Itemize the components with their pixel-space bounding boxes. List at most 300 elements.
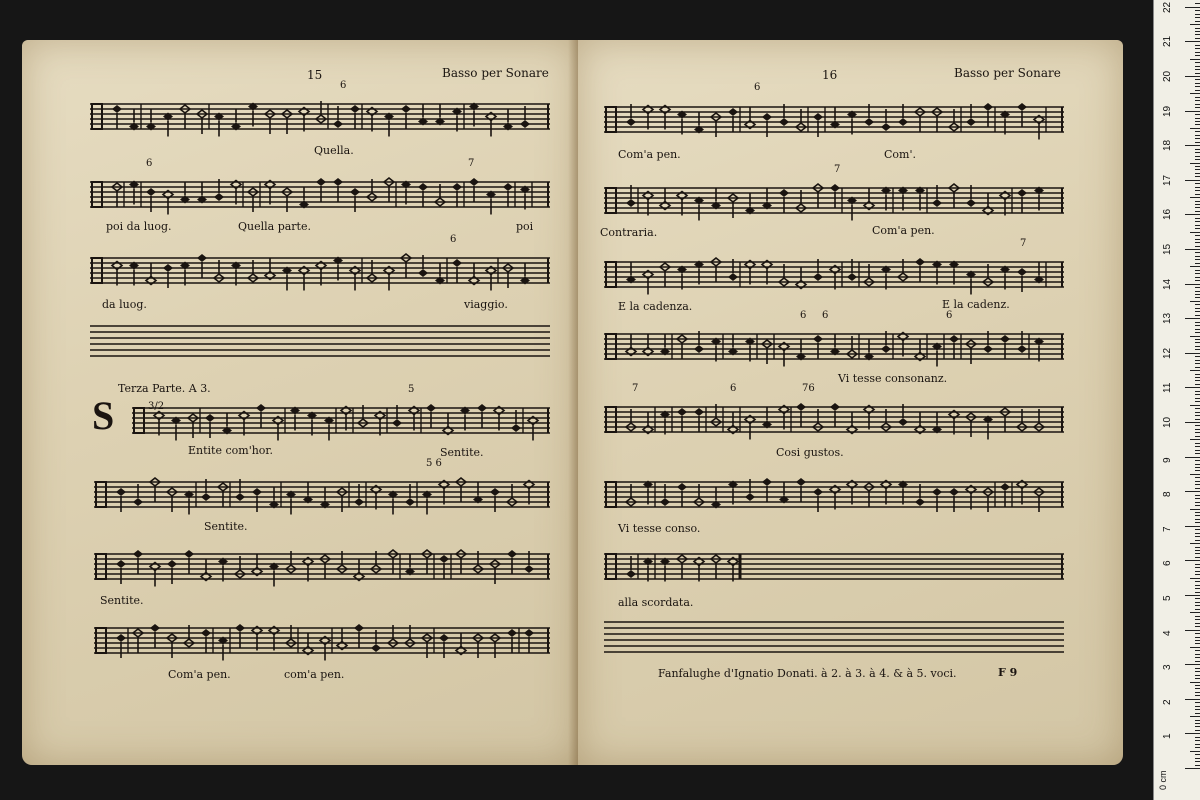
ruler-tick (1195, 225, 1200, 226)
ruler-tick (1195, 744, 1200, 745)
ruler-tick (1190, 647, 1200, 648)
note (184, 550, 194, 574)
staff-system-6 (604, 470, 1064, 518)
ruler-tick (1195, 380, 1200, 381)
note (524, 629, 534, 653)
ruler-tick (1195, 10, 1200, 11)
lyric: Sentite. (100, 594, 144, 607)
ruler-tick (1195, 398, 1200, 399)
ruler-tick (1195, 135, 1200, 136)
ruler-tick (1185, 422, 1200, 423)
measurement-ruler (1153, 0, 1200, 800)
ruler-number: 12 (1162, 347, 1173, 359)
ruler-tick (1195, 408, 1200, 409)
ruler-tick (1190, 474, 1200, 475)
ruler-number: 10 (1162, 416, 1173, 428)
ruler-tick (1195, 332, 1200, 333)
ruler-tick (1195, 436, 1200, 437)
note (146, 188, 156, 212)
note (915, 258, 925, 282)
note (116, 634, 126, 658)
staff-system-7 (604, 542, 1064, 590)
note (1017, 103, 1027, 127)
ruler-tick (1195, 356, 1200, 357)
ruler-tick (1185, 630, 1200, 631)
ruler-tick (1195, 201, 1200, 202)
note (490, 488, 500, 512)
ruler-tick (1195, 488, 1200, 489)
ruler-tick (1195, 346, 1200, 347)
ruler-tick (1195, 747, 1200, 748)
note (469, 178, 479, 202)
ruler-tick (1195, 761, 1200, 762)
ruler-tick (1185, 145, 1200, 146)
ruler-tick (1195, 657, 1200, 658)
ruler-tick (1195, 623, 1200, 624)
staff-system-3 (90, 246, 550, 294)
ruler-tick (1195, 685, 1200, 686)
ruler-tick (1195, 533, 1200, 534)
ruler-tick (1195, 574, 1200, 575)
ruler-tick (1195, 637, 1200, 638)
ruler-tick (1195, 477, 1200, 478)
signature-mark: F 9 (998, 666, 1018, 679)
ruler-tick (1195, 692, 1200, 693)
ruler-tick (1195, 221, 1200, 222)
empty-staff (90, 322, 550, 362)
note (439, 555, 449, 579)
note (197, 254, 207, 278)
ruler-tick (1195, 138, 1200, 139)
staff-system-7 (94, 616, 550, 664)
note (813, 113, 823, 137)
staff-system-1 (604, 95, 1064, 143)
ruler-tick (1190, 197, 1200, 198)
lyric: Com'. (884, 148, 916, 161)
ruler-tick (1195, 256, 1200, 257)
ruler-tick (1185, 180, 1200, 181)
note (205, 414, 215, 438)
note (426, 404, 436, 428)
ruler-tick (1195, 28, 1200, 29)
ruler-tick (1195, 297, 1200, 298)
note (401, 105, 411, 129)
note (350, 188, 360, 212)
ruler-tick (1195, 14, 1200, 15)
ruler-tick (1190, 716, 1200, 717)
ruler-tick (1195, 329, 1200, 330)
ruler-tick (1185, 284, 1200, 285)
ruler-tick (1195, 204, 1200, 205)
note (167, 560, 177, 584)
ruler-tick (1195, 277, 1200, 278)
ruler-tick (1195, 419, 1200, 420)
note (677, 408, 687, 432)
ruler-tick (1195, 48, 1200, 49)
ruler-number: 22 (1162, 1, 1173, 13)
ruler-tick (1195, 536, 1200, 537)
ruler-tick (1190, 163, 1200, 164)
ruler-number: 21 (1162, 36, 1173, 48)
ruler-tick (1195, 460, 1200, 461)
note (779, 189, 789, 213)
ruler-tick (1185, 214, 1200, 215)
ruler-tick (1185, 76, 1200, 77)
ruler-tick (1195, 149, 1200, 150)
note (252, 488, 262, 512)
figure-9: 76 (802, 383, 815, 394)
note (813, 488, 823, 512)
ruler-tick (1195, 481, 1200, 482)
ruler-tick (1195, 695, 1200, 696)
note (116, 488, 126, 512)
running-title: Basso per Sonare (442, 66, 549, 80)
ruler-tick (1195, 374, 1200, 375)
ruler-tick (1195, 547, 1200, 548)
note (256, 404, 266, 428)
ruler-tick (1195, 470, 1200, 471)
staff-system-4 (132, 396, 550, 444)
figure-8: 6 (730, 383, 737, 394)
staff-system-6 (94, 542, 550, 590)
figure-4: 6 (450, 234, 457, 245)
ruler-tick (1195, 394, 1200, 395)
note (316, 178, 326, 202)
ruler-tick (1195, 270, 1200, 271)
ruler-number: 15 (1162, 243, 1173, 255)
ruler-tick (1195, 616, 1200, 617)
ruler-tick (1195, 363, 1200, 364)
note (133, 550, 143, 574)
ruler-tick (1195, 412, 1200, 413)
ruler-tick (1195, 585, 1200, 586)
staff-system-2 (604, 176, 1064, 224)
ruler-number: 6 (1162, 560, 1173, 567)
ruler-tick (1195, 598, 1200, 599)
ruler-number: 5 (1162, 595, 1173, 601)
note (830, 184, 840, 208)
ruler-tick (1195, 252, 1200, 253)
ruler-tick (1195, 107, 1200, 108)
ruler-tick (1195, 650, 1200, 651)
ruler-tick (1185, 41, 1200, 42)
ruler-tick (1195, 131, 1200, 132)
note (949, 335, 959, 359)
ruler-tick (1195, 557, 1200, 558)
time-signature: 3/2 (148, 401, 165, 412)
empty-staff (604, 618, 1064, 658)
ruler-tick (1195, 263, 1200, 264)
ruler-tick (1195, 228, 1200, 229)
figure-7: 7 (632, 383, 639, 394)
ruler-tick (1185, 7, 1200, 8)
lyric: Sentite. (440, 446, 484, 459)
ruler-tick (1195, 453, 1200, 454)
ruler-tick (1195, 118, 1200, 119)
note (949, 488, 959, 512)
right-page (578, 40, 1123, 765)
ruler-tick (1195, 190, 1200, 191)
ruler-tick (1195, 156, 1200, 157)
ruler-tick (1195, 709, 1200, 710)
note (333, 178, 343, 202)
note (507, 550, 517, 574)
ruler-tick (1190, 301, 1200, 302)
lyric: poi (516, 220, 534, 233)
ruler-tick (1185, 595, 1200, 596)
left-page (22, 40, 578, 765)
ruler-tick (1195, 166, 1200, 167)
ruler-tick (1195, 467, 1200, 468)
ruler-number: 3 (1162, 664, 1173, 671)
drop-cap: S (92, 393, 115, 438)
staff-system-3 (604, 250, 1064, 298)
note (116, 560, 126, 584)
ruler-tick (1195, 446, 1200, 447)
page-number: 16 (822, 68, 838, 82)
ruler-tick (1195, 619, 1200, 620)
lyric: E la cadenza. (618, 300, 693, 313)
ruler-tick (1195, 519, 1200, 520)
ruler-tick (1195, 758, 1200, 759)
ruler-tick (1185, 664, 1200, 665)
ruler-tick (1195, 280, 1200, 281)
staff-system-1 (90, 92, 550, 140)
ruler-number: 8 (1162, 491, 1173, 498)
ruler-tick (1195, 38, 1200, 39)
ruler-tick (1195, 609, 1200, 610)
ruler-tick (1195, 415, 1200, 416)
ruler-tick (1195, 429, 1200, 430)
ruler-tick (1195, 550, 1200, 551)
ruler-tick (1195, 605, 1200, 606)
note (354, 624, 364, 648)
ruler-number: 13 (1162, 313, 1173, 325)
ruler-tick (1195, 567, 1200, 568)
ruler-tick (1195, 502, 1200, 503)
ruler-tick (1195, 571, 1200, 572)
ruler-tick (1185, 699, 1200, 700)
ruler-tick (1195, 79, 1200, 80)
footer-text: Fanfalughe d'Ignatio Donati. à 2. à 3. à 4. & à 5. voci. (658, 667, 957, 680)
ruler-tick (1195, 529, 1200, 530)
ruler-tick (1195, 45, 1200, 46)
ruler-tick (1195, 66, 1200, 67)
ruler-tick (1195, 367, 1200, 368)
ruler-tick (1195, 169, 1200, 170)
figure-6: 5 6 (426, 458, 442, 469)
ruler-tick (1195, 159, 1200, 160)
note (350, 105, 360, 129)
ruler-tick (1195, 720, 1200, 721)
lyric: Quella. (314, 144, 354, 157)
staff-system-5 (94, 470, 550, 518)
ruler-tick (1190, 578, 1200, 579)
figure-1: 6 (754, 82, 761, 93)
ruler-tick (1195, 671, 1200, 672)
ruler-tick (1190, 266, 1200, 267)
ruler-tick (1190, 370, 1200, 371)
ruler-tick (1195, 55, 1200, 56)
ruler-tick (1195, 512, 1200, 513)
ruler-tick (1195, 339, 1200, 340)
ruler-tick (1195, 259, 1200, 260)
ruler-tick (1195, 104, 1200, 105)
ruler-tick (1195, 360, 1200, 361)
ruler-number: 7 (1162, 526, 1173, 532)
ruler-tick (1195, 325, 1200, 326)
ruler-tick (1195, 100, 1200, 101)
ruler-tick (1185, 111, 1200, 112)
figure-5: 6 (822, 310, 829, 321)
ruler-number: 20 (1162, 70, 1173, 82)
ruler-tick (1195, 495, 1200, 496)
staff-system-5 (604, 395, 1064, 443)
ruler-tick (1195, 311, 1200, 312)
ruler-tick (1195, 322, 1200, 323)
ruler-tick (1195, 218, 1200, 219)
lyric: Quella parte. (238, 220, 311, 233)
note (452, 183, 462, 207)
figure-1: 6 (340, 80, 347, 91)
ruler-tick (1195, 688, 1200, 689)
ruler-tick (1195, 723, 1200, 724)
note (452, 259, 462, 283)
note (762, 478, 772, 502)
lyric: E la cadenz. (942, 298, 1010, 311)
ruler-number: 17 (1162, 174, 1173, 186)
note (1017, 268, 1027, 292)
figure-4: 6 (800, 310, 807, 321)
figure-5: 5 (408, 384, 415, 395)
ruler-number: 4 (1162, 630, 1173, 636)
note (503, 183, 513, 207)
note (762, 113, 772, 137)
lyric: Com'a pen. (168, 668, 231, 681)
ruler-number: 11 (1162, 383, 1173, 394)
ruler-tick (1190, 128, 1200, 129)
note (932, 488, 942, 512)
staff-system-2 (90, 170, 550, 218)
ruler-tick (1195, 515, 1200, 516)
ruler-number: 19 (1162, 105, 1173, 117)
note (694, 408, 704, 432)
ruler-tick (1195, 505, 1200, 506)
ruler-tick (1195, 97, 1200, 98)
ruler-tick (1195, 114, 1200, 115)
page-number: 15 (307, 68, 323, 82)
ruler-tick (1195, 291, 1200, 292)
lyric: Com'a pen. (618, 148, 681, 161)
ruler-tick (1195, 713, 1200, 714)
note (677, 483, 687, 507)
ruler-tick (1190, 612, 1200, 613)
ruler-number: 2 (1162, 699, 1173, 705)
ruler-tick (1195, 564, 1200, 565)
ruler-tick (1195, 62, 1200, 63)
ruler-tick (1195, 242, 1200, 243)
lyric: da luog. (102, 298, 147, 311)
ruler-tick (1195, 730, 1200, 731)
ruler-tick (1195, 740, 1200, 741)
ruler-tick (1190, 232, 1200, 233)
ruler-tick (1195, 384, 1200, 385)
ruler-tick (1195, 498, 1200, 499)
ruler-tick (1195, 52, 1200, 53)
ruler-tick (1185, 249, 1200, 250)
ruler-number: 14 (1162, 278, 1173, 290)
ruler-tick (1195, 678, 1200, 679)
ruler-tick (1195, 581, 1200, 582)
note (235, 624, 245, 648)
note (796, 403, 806, 427)
ruler-tick (1190, 439, 1200, 440)
ruler-tick (1195, 207, 1200, 208)
lyric: viaggio. (464, 298, 508, 311)
ruler-tick (1195, 34, 1200, 35)
staff-system-4 (604, 322, 1064, 370)
ruler-number: 16 (1162, 209, 1173, 221)
ruler-tick (1195, 124, 1200, 125)
ruler-tick (1195, 668, 1200, 669)
ruler-tick (1195, 17, 1200, 18)
ruler-tick (1195, 235, 1200, 236)
ruler-tick (1195, 633, 1200, 634)
ruler-tick (1195, 377, 1200, 378)
ruler-tick (1185, 733, 1200, 734)
ruler-tick (1195, 640, 1200, 641)
ruler-tick (1195, 211, 1200, 212)
note (830, 403, 840, 427)
lyric: Entite com'hor. (188, 444, 273, 457)
ruler-tick (1185, 387, 1200, 388)
ruler-tick (1195, 726, 1200, 727)
figure-2: 7 (834, 164, 841, 175)
note (1000, 483, 1010, 507)
ruler-tick (1190, 24, 1200, 25)
ruler-tick (1195, 754, 1200, 755)
lyric: Sentite. (204, 520, 248, 533)
ruler-tick (1195, 401, 1200, 402)
figure-2: 6 (146, 158, 153, 169)
ruler-tick (1195, 765, 1200, 766)
ruler-tick (1195, 342, 1200, 343)
ruler-tick (1195, 73, 1200, 74)
ruler-tick (1195, 273, 1200, 274)
ruler-tick (1185, 457, 1200, 458)
ruler-tick (1195, 349, 1200, 350)
ruler-tick (1190, 751, 1200, 752)
ruler-tick (1195, 484, 1200, 485)
ruler-tick (1190, 682, 1200, 683)
note (150, 624, 160, 648)
note (813, 335, 823, 359)
figure-3: 7 (468, 158, 475, 169)
ruler-tick (1195, 540, 1200, 541)
note (983, 103, 993, 127)
ruler-tick (1190, 93, 1200, 94)
ruler-tick (1185, 491, 1200, 492)
ruler-tick (1195, 626, 1200, 627)
figure-6: 6 (946, 310, 953, 321)
note (418, 183, 428, 207)
lyric: Contraria. (600, 226, 658, 239)
ruler-tick (1195, 522, 1200, 523)
ruler-number: 1 (1162, 733, 1173, 740)
ruler-tick (1195, 443, 1200, 444)
ruler-tick (1195, 90, 1200, 91)
ruler-tick (1190, 509, 1200, 510)
